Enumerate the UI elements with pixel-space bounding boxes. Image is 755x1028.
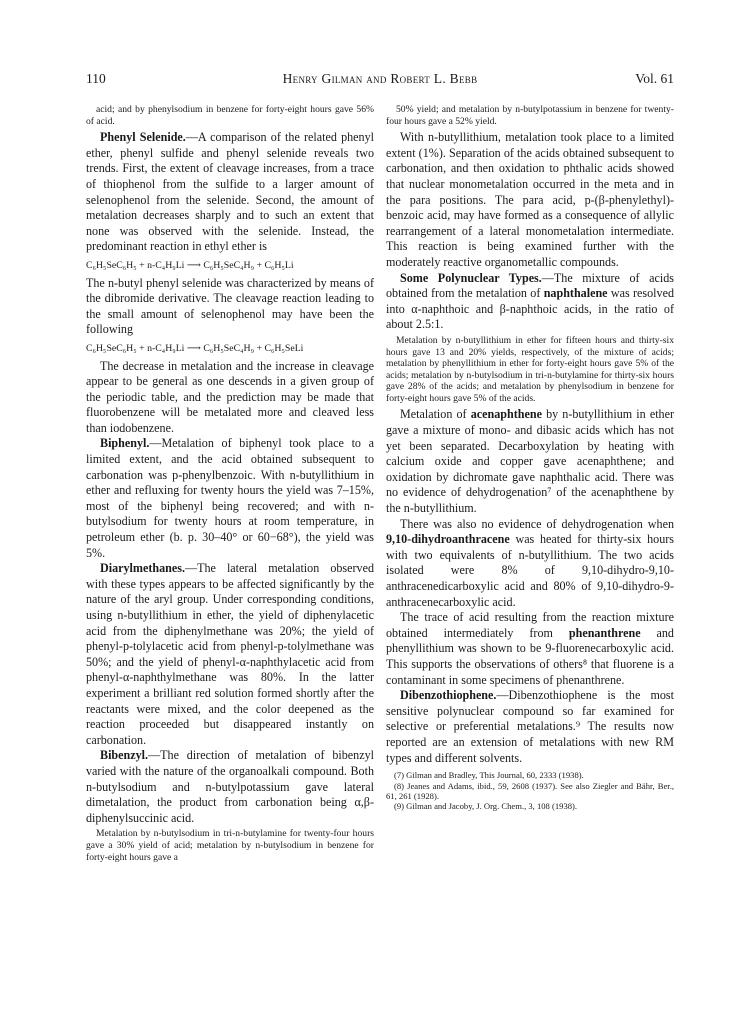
section-heading: Diarylmethanes. — [100, 561, 185, 576]
equation: C₆H₅SeC₆H₅ + n-C₄H₉Li ⟶ C₆H₅SeC₄H₉ + C₆H₅SeLi — [86, 342, 304, 354]
paragraph-text: —Dibenzothiophene is the most sensitive polynuclear compound so far examined for selective or preferential metalations.⁹ The results now reported are an extension of metalations with new RM types and different solvents. — [386, 688, 674, 765]
paragraph-text: —A comparison of the related phenyl ether, phenyl sulfide and phenyl selenide reveals two trends. First, the extent of cleavage increases, from a trace of thiophenol from the sulfide to a larger amount of selenophenol from the selenide. Second, the amount of metalation decreases sharply and to such an extent that none was observed with the selenide. Instead, the predominant reaction in ethyl ether is — [86, 130, 374, 254]
section-heading: Some Polynuclear Types. — [400, 270, 542, 285]
section-heading: Bibenzyl. — [100, 748, 149, 763]
paragraph-phenanthrene — [386, 610, 674, 688]
small-print-note: Metalation by n-butyllithium in ether for fifteen hours and thirty-six hours gave 13 and 20% yields, respectively, of the mixture of acids; metalation by phenyllithium in ether for forty-eight hours gave 5% of the acids; metalation by n-butylsodium in tri-n-butylamine for thirty-six hours gave 28% of the acids; and metalation by phenylsodium in benzene for forty-eight hours gave 5% of the acids. — [386, 334, 674, 404]
paragraph-text: —Metalation of biphenyl took place to a limited extent, and the acid obtained subsequent to carbonation was p-phenylbenzoic. With n-butyllithium in ether and refluxing for twenty hours the yield was 7–15%, most of the biphenyl being recovered; and with n-butylsodium for twenty hours at room temperature, in petroleum ether (b. p. 30–40° or 60−68°), the yield was 5%. — [86, 436, 374, 560]
paragraph-text: The trace of acid resulting from the reaction mixture obtained intermediately from — [386, 610, 674, 640]
equation: C₆H₅SeC₆H₅ + n-C₄H₉Li ⟶ C₆H₅SeC₄H₉ + C₆H₅Li — [86, 259, 294, 271]
paragraph: With n-butyllithium, metalation took place to a limited extent (1%). Separation of the acids obtained subsequent to carbonation, and then oxidation to phthalic acids showed that nuclear monometalation occurred in the meta and in the para positions. The para acid, p-(β-phenylethyl)-benzoic acid, may have formed as a consequence of allylic rearrangement of a lateral monometalation intermediate. This reaction is being examined further with the moderately reactive organometallic compounds. — [386, 130, 674, 269]
compound-name: phenanthrene — [568, 625, 641, 640]
paragraph-dibenzothiophene — [386, 688, 674, 766]
paragraph: The n-butyl phenyl selenide was characterized by means of the dibromide derivative. The cleavage reaction leading to the small amount of selenophenol may have been the following — [86, 275, 374, 337]
paragraph-text: was resolved into α-naphthoic and β-naphthoic acids, in the ratio of about 2.5:1. — [386, 286, 674, 332]
paragraph-dihydroanthracene — [386, 517, 674, 611]
page-header — [86, 71, 674, 87]
continued-note: 50% yield; and metalation by n-butylpotassium in benzene for twenty-four hours gave a 52% yield. — [386, 104, 674, 127]
footnote: (8) Jeanes and Adams, ibid., 59, 2608 (1937). See also Ziegler and Bähr, Ber., 61, 261 (1928). — [386, 780, 674, 801]
running-title: Henry Gilman and Robert L. Bebb — [282, 71, 478, 86]
paragraph-biphenyl — [86, 436, 374, 561]
footnote: (7) Gilman and Bradley, This Journal, 60, 2333 (1938). — [394, 770, 584, 781]
paragraph-text: There was also no evidence of dehydrogenation when — [400, 516, 674, 531]
paragraph-text: —The mixture of acids obtained from the metalation of — [386, 270, 674, 301]
paragraph-phenyl-selenide — [86, 130, 374, 255]
continued-note: acid; and by phenylsodium in benzene for forty-eight hours gave 56% of acid. — [86, 104, 374, 127]
paragraph-polynuclear — [386, 271, 674, 333]
section-heading: Biphenyl. — [100, 436, 150, 451]
compound-name: acenaphthene — [470, 407, 542, 422]
paragraph-acenaphthene — [386, 407, 674, 516]
compound-name: naphthalene — [543, 286, 608, 301]
paragraph-text: Metalation of — [400, 407, 471, 422]
paragraph-diarylmethanes — [86, 561, 374, 748]
paragraph: The decrease in metalation and the increase in cleavage appear to be general as one descends in a given group of the periodic table, and the prediction may be made that fluorobenzene will be metalated more and cleaved less than iodobenzene. — [86, 358, 374, 435]
small-print-note: Metalation by n-butylsodium in tri-n-butylamine for twenty-four hours gave a 30% yield of acid; metalation by n-butylsodium in benzene for forty-eight hours gave a — [86, 828, 374, 863]
compound-name: 9,10-dihydroanthracene — [386, 532, 510, 547]
section-heading: Phenyl Selenide. — [100, 130, 186, 145]
paragraph-text: was heated for thirty-six hours with two equivalents of n-butyllithium. The two acids isolated were 8% of 9,10-dihydro-9,10-anthracenedicarboxylic acid and 80% of 9,10-dihydro-9-anthracenecarboxylic acid. — [386, 532, 674, 609]
right-column — [386, 102, 674, 812]
section-heading: Dibenzothiophene. — [400, 688, 497, 703]
page-number: 110 — [86, 71, 106, 86]
paragraph-text: —The lateral metalation observed with these types appears to be affected significantly by the nature of the aryl group. Under corresponding conditions, using n-butyllithium in ether, the yield of diphenylacetic acid from the diphenylmethane was 20%; the yield of phenyl-p-tolylacetic acid from phenyl-p-tolylmethane was 50%; and the yield of phenyl-α-naphthylacetic acid from phenyl-α-naphthylmethane was 80%. In the latter experiment a brilliant red solution formed shortly after the reactants were mixed, and the color deepened as the reaction proceeded but disappeared instantly on carbonation. — [86, 561, 374, 747]
footnote: (9) Gilman and Jacoby, J. Org. Chem., 3, 108 (1938). — [394, 801, 578, 812]
paragraph-text: and phenyllithium was shown to be 9-fluorenecarboxylic acid. This supports the observations of others⁸ that fluorene is a contaminant in some specimens of phenanthrene. — [386, 625, 674, 687]
paragraph-text: —The direction of metalation of bibenzyl varied with the nature of the organoalkali compound. Both n-butylsodium and n-butylpotassium gave lateral dimetalation, the product from carbonation being α,β-diphenylsuccinic acid. — [86, 748, 374, 825]
left-column — [86, 102, 374, 866]
paragraph-text: by n-butyllithium in ether gave a mixture of mono- and dibasic acids which has not yet been separated. Decarboxylation by heating with calcium oxide and copper gave acenaphthene; and oxidation by dichromate gave naphthalic acid. There was no evidence of dehydrogenation⁷ of the acenaphthene by the n-butyllithium. — [386, 407, 674, 516]
paragraph-bibenzyl — [86, 748, 374, 826]
volume-label: Vol. 61 — [635, 71, 674, 86]
